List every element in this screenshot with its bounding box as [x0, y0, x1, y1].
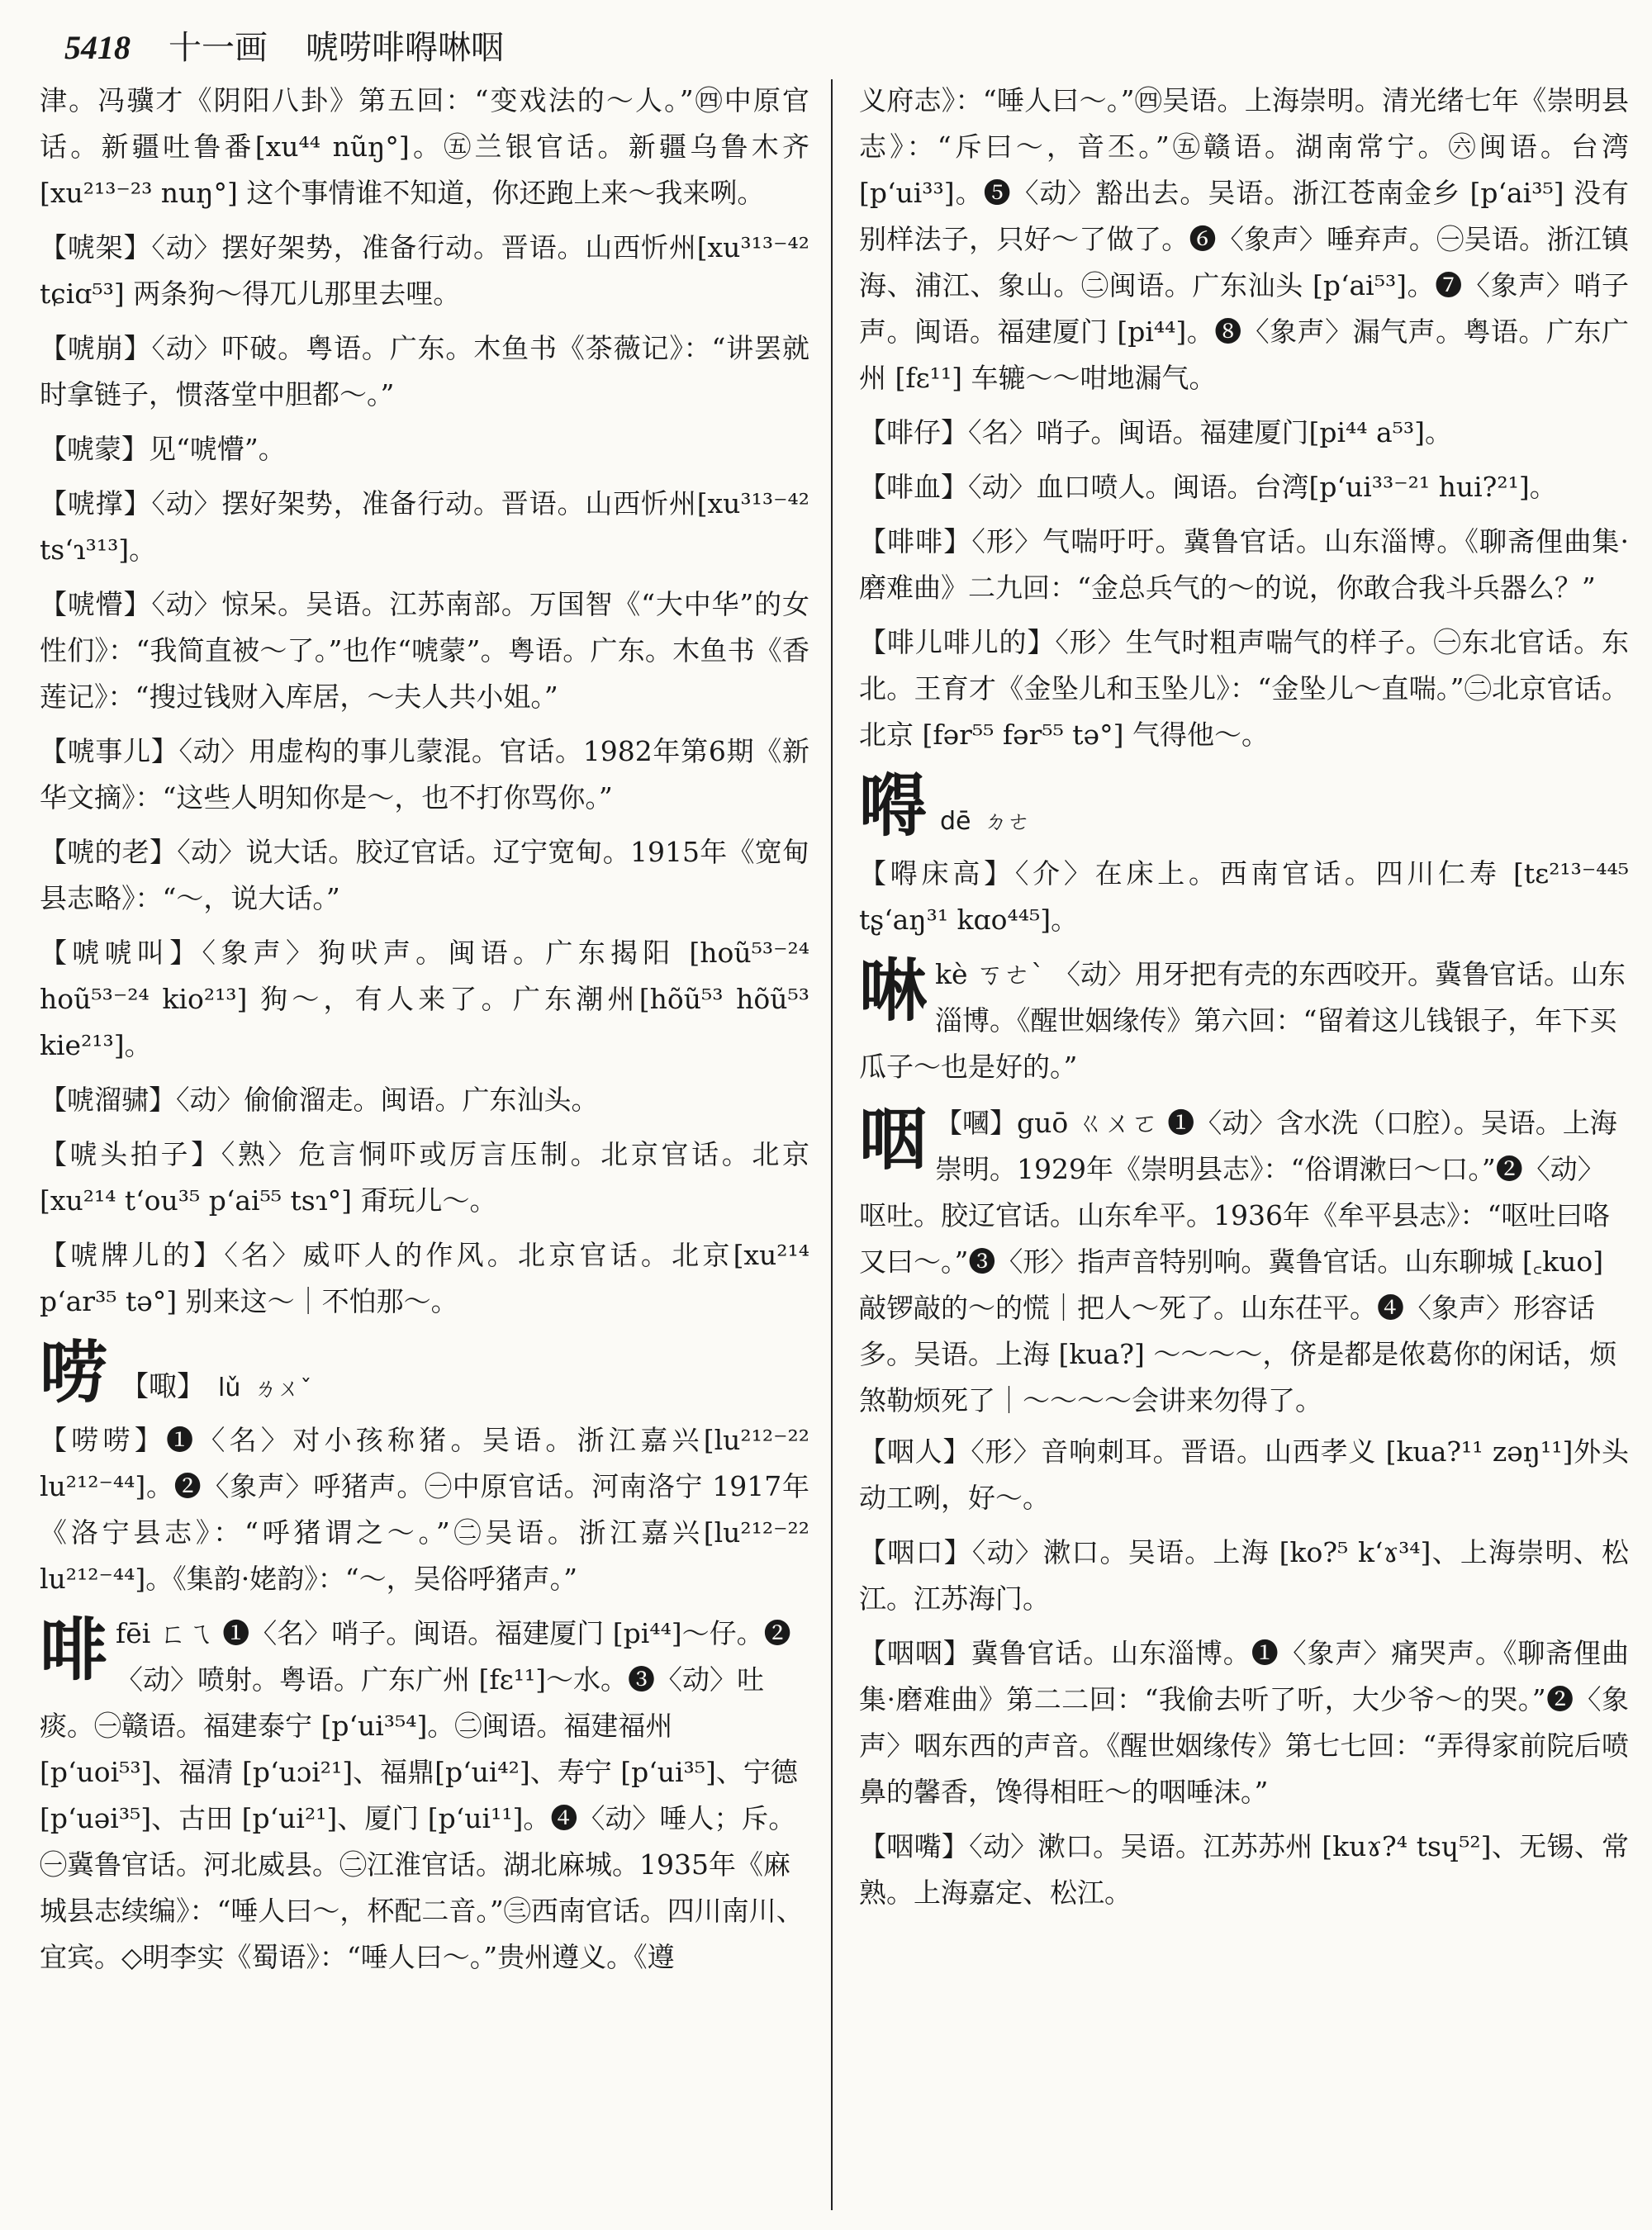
headword-lu: [40, 1333, 809, 1412]
entry-xiaoshier: 【唬事儿】〈动〉用虚构的事儿蒙混。官话。1982年第6期《新华文摘》：“这些人明知你是～，也不打你骂你。”: [40, 735, 809, 814]
entry-feizai: 【啡仔】〈名〉哨子。闽语。福建厦门[pi⁴⁴ a⁵³]。: [859, 416, 1453, 448]
headword-ke: [859, 951, 1629, 1090]
headword-fei: [40, 1611, 809, 1981]
entry-xiaojia: 【唬架】〈动〉摆好架势，准备行动。晋语。山西忻州[xu³¹³⁻⁴² tɕiɑ⁵³] 两条狗～得兀儿那里去哩。: [40, 231, 809, 310]
entry-fei-continued: 义府志》：“唾人曰～。”㊃吴语。上海崇明。清光绪七年《崇明县志》：“斥曰～，音丕。”㊄赣语。湖南常宁。㊅闽语。台湾 [pʻui³³]。❺〈动〉豁出去。吴语。浙江苍南金乡 [pʻai³⁵] 没有别样法子，只好～了做了。❻〈象声〉唾弃声。㊀吴语。浙江镇海、浦江、象山。㊁闽语。广东汕头 [pʻai⁵³]。❼〈象声〉哨子声。闽语。福建厦门 [pi⁴⁴]。❽〈象声〉漏气声。粤语。广东广州 [fɛ¹¹] 车辘～～咁地漏气。: [859, 84, 1629, 394]
headword-zhuyin: ㄌㄨˇ: [254, 1374, 312, 1402]
entry-xiaodelao: 【唬的老】〈动〉说大话。胶辽官话。辽宁宽甸。1915年《宽甸县志略》：“～，说大话。”: [40, 836, 809, 914]
entry-feifei: 【啡啡】〈形〉气喘吁吁。冀鲁官话。山东淄博。《聊斋俚曲集·磨难曲》二九回：“金总兵气的～的说，你敢合我斗兵器么？”: [859, 525, 1629, 604]
headword-pinyin: dē: [940, 807, 971, 836]
entry-xiaocheng: 【唬撑】〈动〉摆好架势，准备行动。晋语。山西忻州[xu³¹³⁻⁴² tsʻɿ³¹³]。: [40, 487, 809, 566]
headword-char: 唠: [40, 1333, 108, 1412]
column-divider: [831, 79, 833, 2210]
entry-guoguo: 【咽咽】冀鲁官话。山东淄博。❶〈象声〉痛哭声。《聊斋俚曲集·磨难曲》第二二回：“我偷去听了听，大少爷～的哭。”❷〈象声〉咽东西的声音。《醒世姻缘传》第七七回：“弄得家前院后喷鼻的馨香，馋得相旺～的咽唾沫。”: [859, 1637, 1629, 1808]
headword-variant: 【㖩】: [121, 1370, 206, 1403]
entry-feierfeierde: 【啡儿啡儿的】〈形〉生气时粗声喘气的样子。㊀东北官话。东北。王育才《金坠儿和玉坠儿》：“金坠儿～直喘。”㊁北京官话。北京 [fər⁵⁵ fər⁵⁵ tə°] 气得他～。: [859, 626, 1629, 751]
entry-xiaopai: 【唬牌儿的】〈名〉威吓人的作风。北京官话。北京[xu²¹⁴ pʻar³⁵ tə°] 别来这～｜不怕那～。: [40, 1239, 809, 1317]
entry-guozui: 【咽嘴】〈动〉漱口。吴语。江苏苏州 [kuɤ?⁴ tsɥ⁵²]、无锡、常熟。上海嘉定、松江。: [859, 1830, 1629, 1909]
entry-xiaomeng2: 【唬懵】〈动〉惊呆。吴语。江苏南部。万国智《“大中华”的女性们》：“我简直被～了。”也作“唬蒙”。粤语。广东。木鱼书《香莲记》：“搜过钱财入库居，～夫人共小姐。”: [40, 588, 809, 713]
headword-char: 啉: [859, 951, 928, 1031]
headword-definition: fēi ㄈㄟ ❶〈名〉哨子。闽语。福建厦门 [pi⁴⁴]～仔。❷〈动〉喷射。粤语。广东广州 [fɛ¹¹]～水。❸〈动〉吐痰。㊀赣语。福建泰宁 [pʻui³⁵⁴]。㊁闽语。福建福州[pʻuoi⁵³]、福清 [pʻuɔi²¹]、福鼎[pʻui⁴²]、寿宁 [pʻui³⁵]、宁德 [pʻuəi³⁵]、古田 [pʻui²¹]、厦门 [pʻui¹¹]。❹〈动〉唾人；斥。㊀冀鲁官话。河北威县。㊁江淮官话。湖北麻城。1935年《麻城县志续编》：“唾人曰～，杯配二音。”㊂西南官话。四川南川、宜宾。◇明李实《蜀语》：“唾人曰～。”贵州遵义。《遵: [40, 1617, 804, 1973]
headword-char: 啡: [40, 1611, 108, 1690]
entry-dechuanggao: 【嘚床高】〈介〉在床上。西南官话。四川仁寿 [tɛ²¹³⁻⁴⁴⁵ tʂʻaŋ³¹ kɑo⁴⁴⁵]。: [859, 857, 1629, 936]
entry-feixue: 【啡血】〈动〉血口喷人。闽语。台湾[pʻui³³⁻²¹ hui?²¹]。: [859, 471, 1557, 503]
entry-lulu: 【唠唠】❶〈名〉对小孩称猪。吴语。浙江嘉兴[lu²¹²⁻²² lu²¹²⁻⁴⁴]。❷〈象声〉呼猪声。㊀中原官话。河南洛宁 1917年《洛宁县志》：“呼猪谓之～。”㊁吴语。浙江嘉兴[lu²¹²⁻²² lu²¹²⁻⁴⁴]。《集韵·姥韵》：“～，吴俗呼猪声。”: [40, 1424, 809, 1595]
entry-xiaomeng: 【唬蒙】见“唬懵”。: [40, 433, 286, 465]
entry-xiaobeng: 【唬崩】〈动〉吓破。粤语。广东。木鱼书《茶薇记》：“讲罢就时拿链子，惯落堂中胆都～。”: [40, 332, 809, 410]
entry-guokou: 【咽口】〈动〉漱口。吴语。上海 [ko?⁵ kʻɤ³⁴]、上海崇明、松江。江苏海门。: [859, 1536, 1629, 1615]
headword-pinyin: lǔ: [218, 1374, 241, 1402]
section-label: 十一画: [169, 29, 268, 67]
headword-de: [859, 766, 1629, 846]
entry-guoren: 【咽人】〈形〉音响刺耳。晋语。山西孝义 [kua?¹¹ zəŋ¹¹]外头动工咧，好～。: [859, 1435, 1629, 1514]
header-characters: 唬唠啡嘚啉咽: [306, 29, 504, 67]
entry-xiaoliu: 【唬溜骕】〈动〉偷偷溜走。闽语。广东汕头。: [40, 1084, 599, 1116]
headword-guo: [859, 1100, 1629, 1424]
page-number: 5418: [64, 29, 131, 66]
headword-char: 嘚: [859, 766, 928, 846]
page-header: [64, 21, 504, 71]
entry-xiaotou: 【唬头拍子】〈熟〉危言恫吓或厉言压制。北京官话。北京 [xu²¹⁴ tʻou³⁵ pʻai⁵⁵ tsɿ°] 甭玩儿～。: [40, 1138, 809, 1217]
headword-zhuyin: ㄉㄜ: [984, 808, 1031, 835]
left-column: [40, 78, 809, 1986]
headword-char: 咽: [859, 1100, 928, 1179]
headword-definition: kè ㄎㄜˋ 〈动〉用牙把有壳的东西咬开。冀鲁官话。山东淄博。《醒世姻缘传》第六回：“留着这儿钱银子，年下买瓜子～也是好的。”: [859, 958, 1626, 1083]
entry-xiaoxiaojiao: 【唬唬叫】〈象声〉狗吠声。闽语。广东揭阳 [hoũ⁵³⁻²⁴ hoũ⁵³⁻²⁴ kio²¹³] 狗～，有人来了。广东潮州[hõũ⁵³ hõũ⁵³ kie²¹³]。: [40, 937, 809, 1061]
entry-continuation: 津。冯骥才《阴阳八卦》第五回：“变戏法的～人。”㊃中原官话。新疆吐鲁番[xu⁴⁴ nũŋ°]。㊄兰银官话。新疆乌鲁木齐 [xu²¹³⁻²³ nuŋ°] 这个事情谁不知道，你还跑上来～我来咧。: [40, 84, 809, 209]
right-column: [859, 78, 1629, 1924]
headword-definition: 【嘓】guō ㄍㄨㄛ ❶〈动〉含水洗（口腔）。吴语。上海崇明。1929年《崇明县志》：“俗谓漱曰～口。”❷〈动〉呕吐。胶辽官话。山东牟平。1936年《牟平县志》：“呕吐曰咯又曰～。”❸〈形〉指声音特别响。冀鲁官话。山东聊城 [꜀kuo] 敲锣敲的～的慌｜把人～死了。山东茌平。❹〈象声〉形容话多。吴语。上海 [kua?] ～～～～，侪是都是侬葛你的闲话，烦煞勒烦死了｜～～～～会讲来勿得了。: [859, 1107, 1617, 1416]
